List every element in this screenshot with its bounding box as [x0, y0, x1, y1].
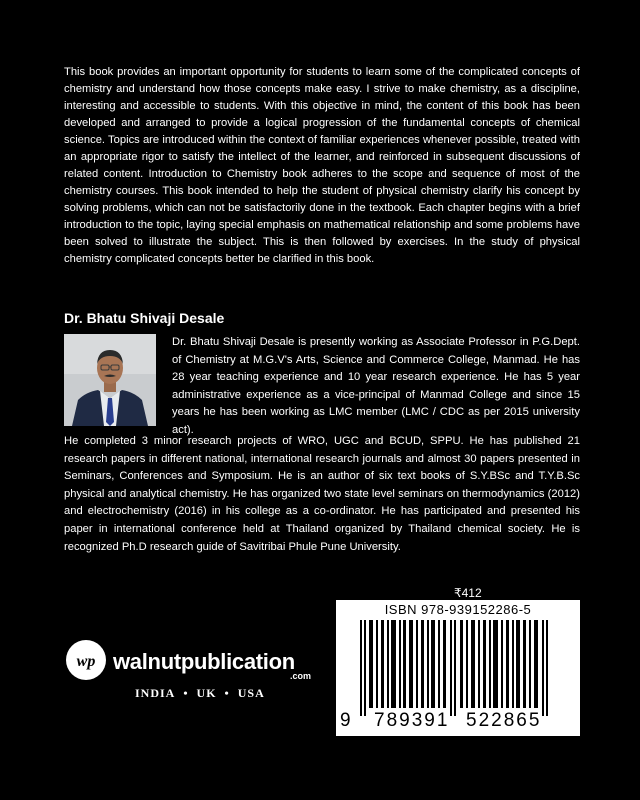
- back-cover-blurb: This book provides an important opportunity for students to learn some of the complicated concepts of chemistry and understand how those concepts make easy. I strive to make chemistry, as a discipline, interesting and accessible to students. With this objective in mind, the content of this book has been developed and arranged to provide a logical progression of the fundamental concepts of chemical science. Topics are introduced within the context of familiar experiences whenever possible, treated with an appropriate rigor to satisfy the intellect of the learner, and reinforced in subsequent discussions of related content. Introduction to Chemistry book adheres to the scope and sequence of most of the chemistry courses. This book intended to help the student of physical chemistry clarify his concept by solving problems, which can not be satisfactorily done in the textbook. Each chapter begins with a brief introduction to the topic, laying special emphasis on mathematical relationship and some problems have been solved to illustrate the subject. This is then followed by exercises. In the study of physical chemistry complicated concepts better be clarified in this book.: [64, 66, 580, 265]
- region-separator: •: [224, 686, 230, 700]
- barcode-digit-first: 9: [340, 710, 351, 731]
- barcode-digits-left: 789391: [374, 710, 450, 731]
- publisher-name: walnutpublication: [113, 649, 295, 674]
- author-name: Dr. Bhatu Shivaji Desale: [64, 310, 225, 326]
- isbn-barcode: [336, 600, 580, 736]
- author-bio-details: He completed 3 minor research projects of WRO, UGC and BCUD, SPPU. He has published 21 research papers in different national, international research journals and almost 30 papers presented in Seminars, Conferences and Symposium. He is an author of six text books of S.Y.BSc and T.Y.B.Sc physical and analytical chemistry. He has organized two state level seminars on thermodynamics (2012) and electrochemistry (2016) in his college as a co-ordinator. He has participated and presented his paper in international conference held at Thailand organized by Thailand chemical society. He is recognized Ph.D research guide of Savitribai Phule Pune University.: [64, 435, 580, 553]
- publisher-logo-letters: wp: [76, 653, 96, 670]
- publisher-domain: .com: [290, 671, 312, 681]
- price-label: ₹412: [454, 586, 482, 600]
- region-india: INDIA: [135, 686, 176, 700]
- region-separator: •: [183, 686, 189, 700]
- barcode-bars: [346, 620, 570, 716]
- region-usa: USA: [237, 686, 265, 700]
- publisher-logo-mark: [66, 640, 106, 680]
- region-uk: UK: [196, 686, 217, 700]
- barcode-digits-right: 522865: [466, 710, 542, 731]
- author-photo: [64, 334, 156, 426]
- publisher-regions: [131, 686, 269, 701]
- author-bio-intro: Dr. Bhatu Shivaji Desale is presently working as Associate Professor in P.G.Dept. of Chemistry at M.G.V's Arts, Science and Commerce College, Manmad. He has 28 year teaching experience and 10 year research experience. He has 5 year administrative experience as a vice-principal of Manmad College and since 15 years he has been working as LMC member (LMC / CDC as per 2015 university act).: [172, 336, 580, 436]
- isbn-number: ISBN 978-939152286-5: [384, 602, 532, 617]
